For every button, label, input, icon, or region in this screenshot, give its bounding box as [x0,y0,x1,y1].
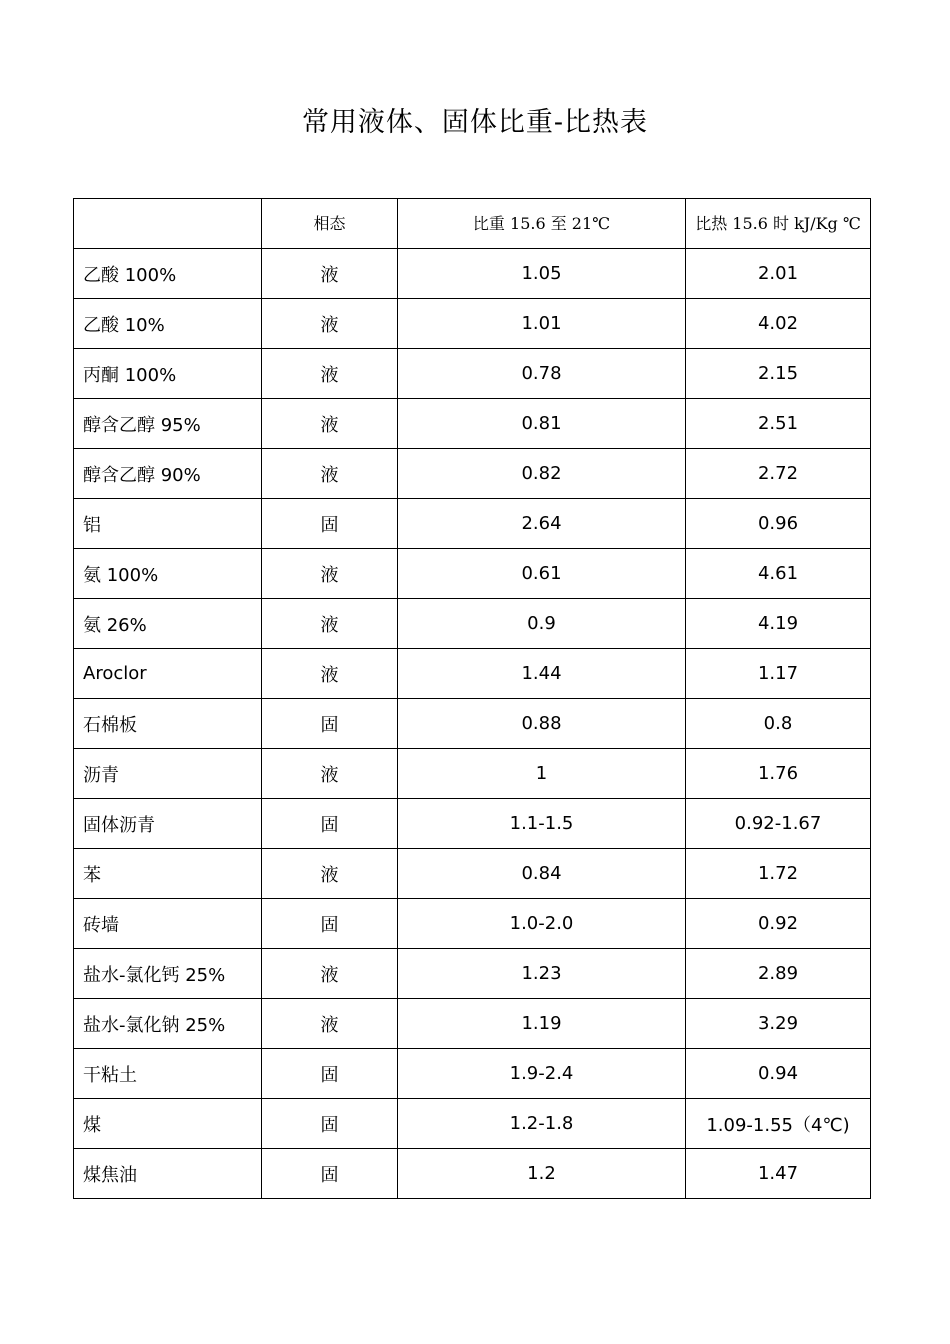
table-row [74,799,871,849]
cell-specific-gravity: 0.81 [398,399,686,449]
cell-specific-heat: 0.92-1.67 [686,799,871,849]
cell-phase: 固 [262,899,398,949]
cell-specific-gravity: 1.44 [398,649,686,699]
cell-specific-heat: 0.96 [686,499,871,549]
cell-specific-gravity: 1 [398,749,686,799]
cell-specific-gravity: 1.05 [398,249,686,299]
table-row [74,499,871,549]
cell-phase: 液 [262,549,398,599]
table-row [74,749,871,799]
cell-specific-gravity: 0.82 [398,449,686,499]
table-row [74,549,871,599]
cell-material-name: 氨 100% [74,549,262,599]
cell-material-name: 丙酮 100% [74,349,262,399]
cell-specific-heat: 0.92 [686,899,871,949]
cell-material-name: 沥青 [74,749,262,799]
page-title: 常用液体、固体比重-比热表 [301,107,649,138]
cell-specific-gravity: 1.2-1.8 [398,1099,686,1149]
cell-material-name: 醇含乙醇 95% [74,399,262,449]
cell-specific-gravity: 1.2 [398,1149,686,1199]
cell-material-name: 乙酸 10% [74,299,262,349]
cell-phase: 固 [262,499,398,549]
cell-specific-gravity: 0.78 [398,349,686,399]
cell-specific-gravity: 0.9 [398,599,686,649]
cell-material-name: 盐水-氯化钠 25% [74,999,262,1049]
cell-specific-gravity: 2.64 [398,499,686,549]
cell-specific-heat: 2.72 [686,449,871,499]
table-row [74,399,871,449]
table-row [74,699,871,749]
table-row [74,649,871,699]
cell-specific-heat: 1.09-1.55（4℃) [686,1099,871,1149]
cell-phase: 固 [262,1049,398,1099]
table-row [74,349,871,399]
cell-specific-heat: 1.17 [686,649,871,699]
cell-material-name: 煤 [74,1099,262,1149]
cell-phase: 液 [262,349,398,399]
cell-specific-heat: 2.15 [686,349,871,399]
cell-specific-heat: 0.94 [686,1049,871,1099]
cell-material-name: 盐水-氯化钙 25% [74,949,262,999]
cell-phase: 液 [262,299,398,349]
table-header-row [74,199,871,249]
cell-material-name: 氨 26% [74,599,262,649]
table-row [74,449,871,499]
cell-phase: 液 [262,999,398,1049]
cell-material-name: 石棉板 [74,699,262,749]
cell-material-name: 醇含乙醇 90% [74,449,262,499]
cell-specific-gravity: 0.61 [398,549,686,599]
cell-phase: 固 [262,699,398,749]
data-table [73,198,871,1199]
cell-phase: 固 [262,799,398,849]
cell-specific-heat: 2.51 [686,399,871,449]
cell-material-name: 铝 [74,499,262,549]
cell-phase: 液 [262,449,398,499]
cell-specific-heat: 1.72 [686,849,871,899]
cell-phase: 固 [262,1099,398,1149]
cell-material-name: 乙酸 100% [74,249,262,299]
table-row [74,249,871,299]
cell-specific-heat: 2.89 [686,949,871,999]
cell-specific-gravity: 1.9-2.4 [398,1049,686,1099]
cell-specific-gravity: 1.0-2.0 [398,899,686,949]
cell-material-name: Aroclor [74,649,262,699]
cell-specific-gravity: 0.84 [398,849,686,899]
cell-phase: 液 [262,749,398,799]
cell-phase: 液 [262,649,398,699]
cell-specific-heat: 4.19 [686,599,871,649]
cell-phase: 固 [262,1149,398,1199]
header-cell-specific-gravity: 比重 15.6 至 21℃ [398,199,686,249]
table-body [74,199,871,1199]
cell-material-name: 煤焦油 [74,1149,262,1199]
cell-material-name: 固体沥青 [74,799,262,849]
cell-phase: 液 [262,949,398,999]
cell-material-name: 砖墙 [74,899,262,949]
table-row [74,999,871,1049]
header-cell-name [74,199,262,249]
cell-specific-gravity: 1.01 [398,299,686,349]
cell-material-name: 干粘土 [74,1049,262,1099]
cell-specific-gravity: 1.23 [398,949,686,999]
cell-specific-heat: 2.01 [686,249,871,299]
cell-specific-heat: 3.29 [686,999,871,1049]
cell-phase: 液 [262,249,398,299]
table-row [74,1049,871,1099]
table-row [74,1149,871,1199]
cell-specific-heat: 1.47 [686,1149,871,1199]
cell-specific-heat: 1.76 [686,749,871,799]
cell-phase: 液 [262,399,398,449]
cell-specific-gravity: 1.1-1.5 [398,799,686,849]
table-row [74,299,871,349]
cell-material-name: 苯 [74,849,262,899]
cell-specific-gravity: 1.19 [398,999,686,1049]
cell-phase: 液 [262,849,398,899]
table-row [74,1099,871,1149]
table-row [74,599,871,649]
cell-phase: 液 [262,599,398,649]
table-row [74,949,871,999]
cell-specific-heat: 0.8 [686,699,871,749]
header-cell-specific-heat: 比热 15.6 时 kJ/Kg ℃ [686,199,871,249]
table-row [74,849,871,899]
cell-specific-gravity: 0.88 [398,699,686,749]
cell-specific-heat: 4.02 [686,299,871,349]
header-cell-phase: 相态 [262,199,398,249]
table-row [74,899,871,949]
cell-specific-heat: 4.61 [686,549,871,599]
